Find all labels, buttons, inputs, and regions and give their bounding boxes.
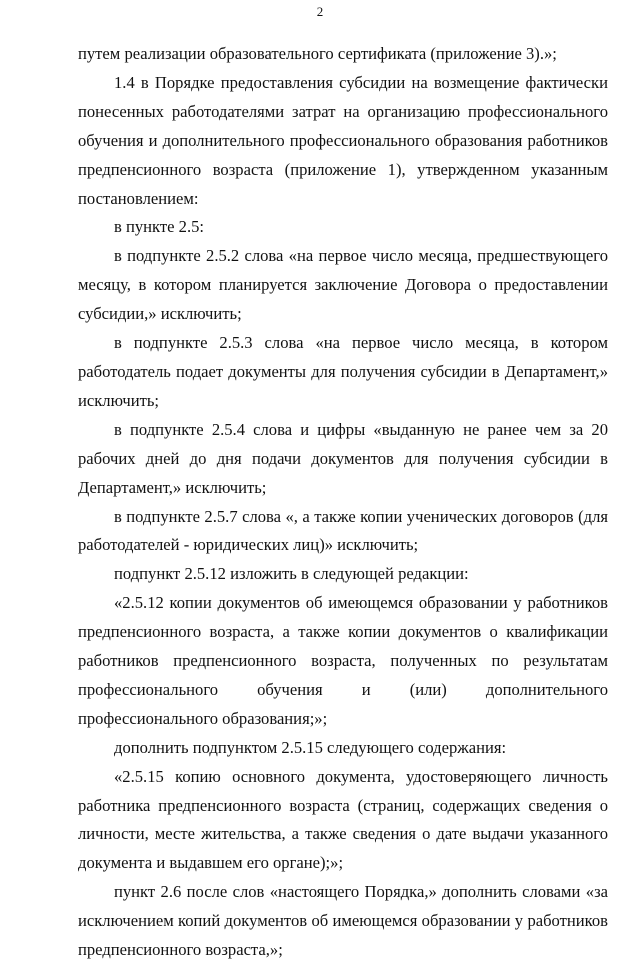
paragraph-subpoint-2-5-2: в подпункте 2.5.2 слова «на первое число месяца, предшествующего месяцу, в котором планируется заключение Договора о предоставлении субсидии,» исключить; <box>78 246 608 324</box>
paragraph-subpoint-2-5-7: в подпункте 2.5.7 слова «, а также копии ученических договоров (для работодателей - юридических лиц)» исключить; <box>78 506 608 555</box>
paragraph-continuation: путем реализации образовательного сертификата (приложение 3).»; <box>78 44 557 63</box>
paragraph-point-2-6: пункт 2.6 после слов «настоящего Порядка,» дополнить словами «за исключением копий документов об имеющемся образовании у работников предпенсионного возраста,»; <box>78 882 608 960</box>
paragraph-1-4: 1.4 в Порядке предоставления субсидии на возмещение фактически понесенных работодателями затрат на организацию профессионального обучения и дополнительного профессионального образования работников предпенсионного возраста (приложение 1), утвержденном указанным постановлением: <box>78 72 608 208</box>
paragraph-subpoint-2-5-12-intro: подпункт 2.5.12 изложить в следующей редакции: <box>114 564 469 584</box>
paragraph-subpoint-2-5-4: в подпункте 2.5.4 слова и цифры «выданную не ранее чем за 20 рабочих дней до дня подачи документов для получения субсидии в Департамент,» исключить; <box>78 419 608 497</box>
paragraph-subpoint-2-5-3: в подпункте 2.5.3 слова «на первое число месяца, в котором работодатель подает документы для получения субсидии в Департамент,» исключить; <box>78 333 608 410</box>
paragraph-subpoint-2-5-15-text: «2.5.15 копию основного документа, удостоверяющего личность работника предпенсионного возраста (страниц, содержащих сведения о личности, месте жительства, а также сведения о дате выдачи указанного документа и выдавшем его органе);»; <box>78 766 608 873</box>
page-number: 2 <box>316 4 324 19</box>
document-body <box>78 40 608 965</box>
paragraph-subpoint-2-5-15-intro: дополнить подпунктом 2.5.15 следующего содержания: <box>114 737 507 757</box>
paragraph-point-2-5: в пункте 2.5: <box>114 217 205 237</box>
paragraph-subpoint-2-5-12-text: «2.5.12 копии документов об имеющемся образовании у работников предпенсионного возраста, а также копии документов о квалификации работников предпенсионного возраста, полученных по результатам профессионального обучения и (или) дополнительного профессионального образования;»; <box>78 593 608 728</box>
